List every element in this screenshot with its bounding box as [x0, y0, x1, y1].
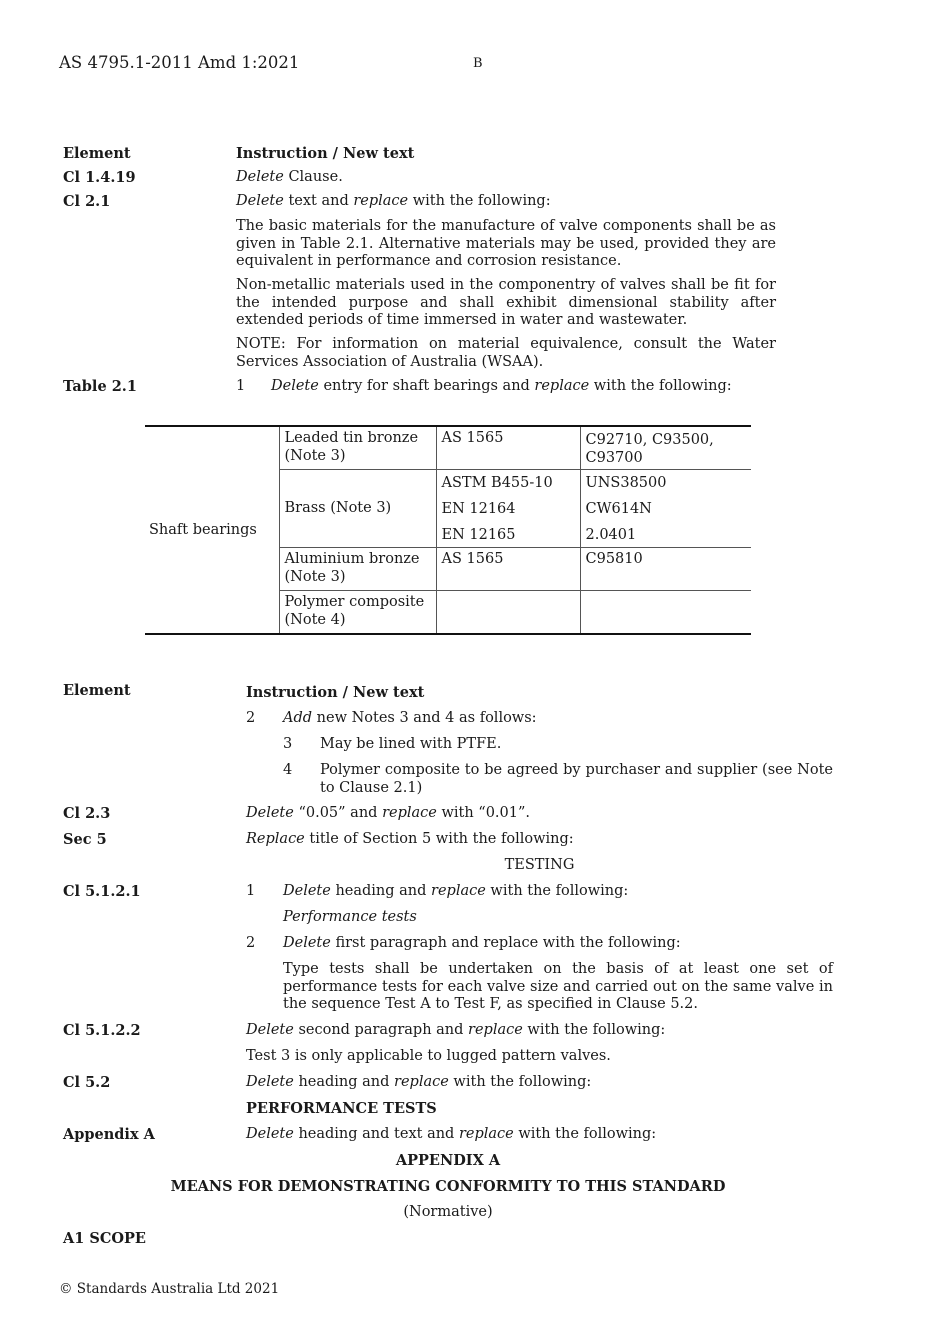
copyright-footer: © Standards Australia Ltd 2021	[59, 1281, 280, 1297]
delete-word: Delete	[283, 883, 331, 899]
note-4-text: Polymer composite to be agreed by purchaser and supplier (see Note to Clause 2.1)	[320, 762, 833, 796]
instruction-cl-1-4-19	[236, 169, 343, 187]
replace-word: replace	[458, 1126, 514, 1142]
instruction-text: heading and	[330, 883, 432, 899]
element-cl-2-3: Cl 2.3	[63, 805, 111, 822]
standard-cell: AS 1565	[436, 548, 580, 591]
grade-cell: C95810	[580, 548, 751, 591]
instruction-cl-5-1-2-2	[246, 1022, 665, 1040]
shaft-bearings-table	[145, 425, 751, 635]
instruction-add-notes	[283, 710, 537, 728]
instruction-text: with the following:	[485, 883, 629, 899]
delete-word: Delete	[271, 378, 319, 394]
appendix-a-subtitle: MEANS FOR DEMONSTRATING CONFORMITY TO THIS STANDARD	[170, 1178, 726, 1195]
add-word: Add	[283, 710, 313, 726]
standard-cell: EN 12164	[436, 496, 580, 522]
instruction-column-header: Instruction / New text	[236, 145, 415, 162]
document-id: AS 4795.1-2011 Amd 1:2021	[59, 53, 300, 72]
note-3-text: May be lined with PTFE.	[320, 736, 502, 752]
item-number: 2	[246, 935, 256, 951]
instruction-text: heading and text and	[293, 1126, 459, 1142]
instruction-text: text and	[283, 193, 354, 209]
standard-cell: EN 12165	[436, 522, 580, 548]
material-cell: Polymer composite (Note 4)	[279, 591, 436, 634]
instruction-text: with the following:	[408, 193, 551, 209]
replace-word: replace	[534, 378, 590, 394]
instruction-text: first paragraph and replace with the following:	[330, 935, 681, 951]
element-table-2-1: Table 2.1	[63, 378, 137, 395]
grade-cell	[580, 591, 751, 634]
instruction-sec-5	[246, 831, 574, 849]
grade-cell: UNS38500	[580, 470, 751, 496]
element-cl-5-2: Cl 5.2	[63, 1074, 111, 1091]
replace-word: replace	[382, 805, 437, 821]
instruction-column-header-2: Instruction / New text	[246, 684, 425, 701]
standard-cell: ASTM B455-10	[436, 470, 580, 496]
grade-cell: 2.0401	[580, 522, 751, 548]
performance-tests-heading: Performance tests	[283, 909, 417, 925]
replace-word: replace	[431, 883, 486, 899]
instruction-appendix-a	[246, 1126, 656, 1144]
material-cell: Brass (Note 3)	[279, 470, 436, 548]
delete-word: Delete	[283, 935, 331, 951]
instruction-text: with “0.01”.	[436, 805, 530, 821]
grade-cell: C92710, C93500, C93700	[580, 426, 751, 470]
material-cell: Leaded tin bronze (Note 3)	[279, 426, 436, 470]
appendix-a-title: APPENDIX A	[395, 1152, 501, 1169]
replace-word: Replace	[246, 831, 305, 847]
section-5-title: TESTING	[504, 857, 575, 873]
instruction-text: with the following:	[448, 1074, 592, 1090]
paragraph-non-metallic: Non-metallic materials used in the componentry of valves shall be fit for the intended purpose and shall exhibit dimensional stability after extended periods of time immersed in water and wastewater.	[236, 277, 776, 328]
component-cell: Shaft bearings	[149, 521, 257, 538]
delete-word: Delete	[246, 1022, 294, 1038]
standard-cell	[436, 591, 580, 634]
table-row	[145, 426, 751, 470]
delete-word: Delete	[246, 1074, 294, 1090]
instruction-text: Clause.	[283, 169, 343, 185]
material-cell: Aluminium bronze (Note 3)	[279, 548, 436, 591]
delete-word: Delete	[236, 193, 284, 209]
note-number: 3	[283, 736, 293, 752]
element-cl-1-4-19: Cl 1.4.19	[63, 169, 136, 186]
a1-scope-heading: A1 SCOPE	[63, 1230, 146, 1247]
test-3-text: Test 3 is only applicable to lugged pattern valves.	[246, 1048, 611, 1064]
delete-word: Delete	[246, 805, 294, 821]
instruction-cl-2-3	[246, 805, 530, 823]
type-tests-paragraph: Type tests shall be undertaken on the basis of at least one set of performance tests for each valve size and carried out on the same valve in the sequence Test A to Test F, as specified in Clause 5.2.	[283, 961, 833, 1012]
item-number: 1	[246, 883, 256, 899]
replace-word: replace	[394, 1074, 449, 1090]
note-material-equivalence: NOTE: For information on material equivalence, consult the Water Services Association of Australia (WSAA).	[236, 336, 776, 370]
instruction-cl-5-1-2-1-b	[283, 935, 681, 953]
element-cl-5-1-2-1: Cl 5.1.2.1	[63, 883, 141, 900]
instruction-text: “0.05” and	[293, 805, 383, 821]
instruction-text: heading and	[293, 1074, 395, 1090]
paragraph-basic-materials: The basic materials for the manufacture of valve components shall be as given in Table 2.1. Alternative materials may be used, provided they are equivalent in performance and corrosion resistance.	[236, 218, 776, 269]
appendix-a-normative: (Normative)	[403, 1204, 493, 1220]
item-number: 1	[236, 378, 246, 394]
instruction-text: second paragraph and	[293, 1022, 469, 1038]
instruction-text: with the following:	[522, 1022, 666, 1038]
delete-word: Delete	[246, 1126, 294, 1142]
page-mark: B	[473, 56, 483, 71]
instruction-text: new Notes 3 and 4 as follows:	[312, 710, 537, 726]
instruction-text: with the following:	[513, 1126, 657, 1142]
instruction-table-2-1	[271, 378, 732, 396]
element-sec-5: Sec 5	[63, 831, 107, 848]
replace-word: replace	[353, 193, 409, 209]
item-number: 2	[246, 710, 256, 726]
element-cl-2-1: Cl 2.1	[63, 193, 111, 210]
element-cl-5-1-2-2: Cl 5.1.2.2	[63, 1022, 141, 1039]
instruction-text: entry for shaft bearings and	[318, 378, 535, 394]
standard-cell: AS 1565	[436, 426, 580, 470]
instruction-text: title of Section 5 with the following:	[304, 831, 574, 847]
grade-cell: CW614N	[580, 496, 751, 522]
instruction-cl-5-2	[246, 1074, 591, 1092]
instruction-cl-5-1-2-1-a	[283, 883, 628, 901]
performance-tests-title: PERFORMANCE TESTS	[246, 1100, 437, 1117]
instruction-text: with the following:	[589, 378, 732, 394]
delete-word: Delete	[236, 169, 284, 185]
element-column-header-2: Element	[63, 682, 131, 699]
replace-word: replace	[468, 1022, 523, 1038]
instruction-cl-2-1	[236, 193, 551, 211]
note-number: 4	[283, 762, 293, 778]
element-column-header: Element	[63, 145, 131, 162]
element-appendix-a: Appendix A	[63, 1126, 155, 1143]
